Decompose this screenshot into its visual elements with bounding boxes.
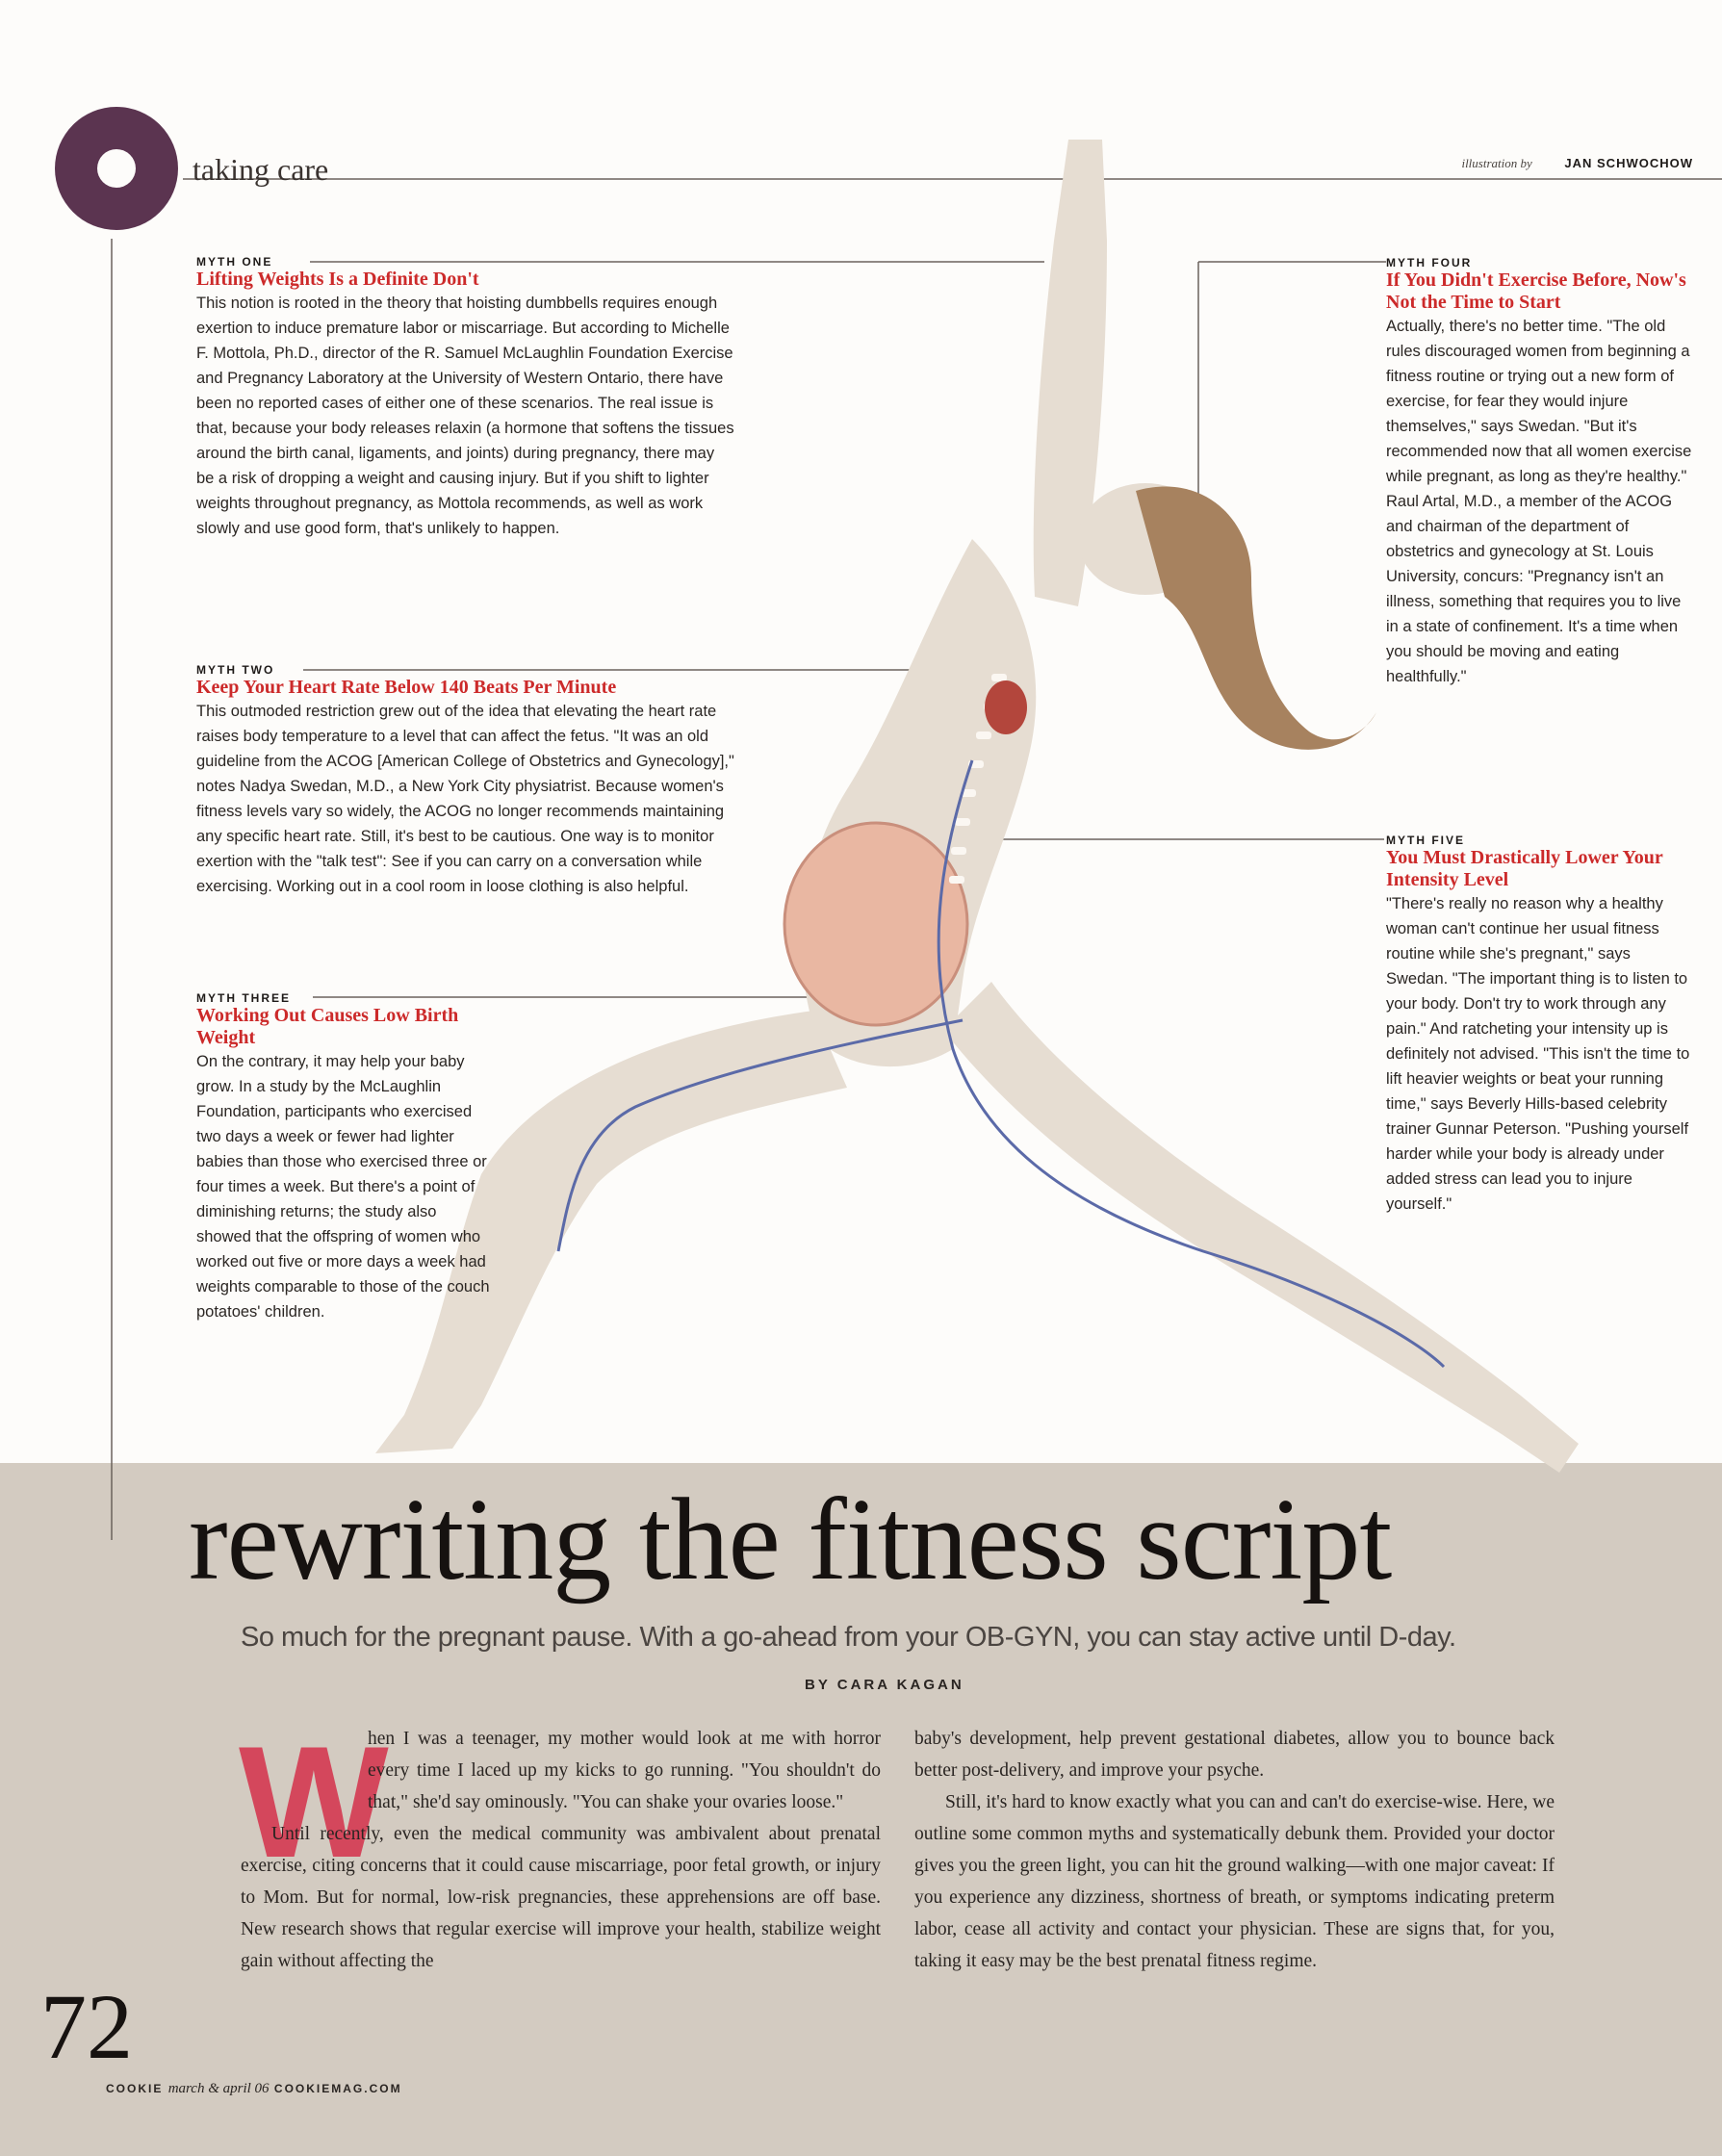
myth-one-title: Lifting Weights Is a Definite Don't — [196, 269, 479, 290]
myth-two-body: This outmoded restriction grew out of the idea that elevating the heart rate raises body temperature to a level that can affect the fetus. "It was an old guideline from the ACOG [American College of Obstetrics and Gynecology]," notes Nadya Swedan, M.D., a New York City physiatrist. Because women's fitness levels vary so widely, the ACOG no longer recommends maintaining any specific heart rate. Still, it's best to be cautious. One way is to monitor exertion with the "talk test": See if you can carry on a conversation while exercising. Working out in a cool room in loose clothing is also helpful. — [196, 703, 734, 895]
myth-four — [1386, 256, 1694, 689]
col1-paragraph-2: Until recently, even the medical community was ambivalent about prenatal exercise, citing concerns that it could cause miscarriage, poor fetal growth, or injury to Mom. But for normal, low-risk pregnancies, these apprehensions are off base. New research shows that regular exercise will improve your health, stabilize weight gain without affecting the — [241, 1824, 881, 1971]
article-dek: So much for the pregnant pause. With a go-ahead from your OB-GYN, you can stay active until D-day. — [241, 1622, 1456, 1653]
section-label: taking care — [193, 152, 329, 187]
myth-four-body: Actually, there's no better time. "The old rules discouraged women from beginning a fitness routine or trying out a new form of exercise, for fear they would injure themselves," says Swedan. "But it's recommended now that all women exercise while pregnant, as long as they're healthy." Raul Artal, M.D., a member of the ACOG and chairman of the department of obstetrics and gynecology at St. Louis University, concurs: "Pregnancy isn't an illness, something that requires you to live in a state of confinement. It's a time when you should be moving and eating healthfully." — [1386, 318, 1692, 685]
article-title: rewriting the fitness script — [189, 1475, 1392, 1604]
magazine-footer — [106, 2081, 402, 2097]
illustration-credit — [1461, 156, 1693, 171]
drop-cap: W — [239, 1713, 389, 1890]
footer-issue: march & april 06 — [167, 2081, 270, 2096]
myth-one-body: This notion is rooted in the theory that hoisting dumbbells requires enough exertion to induce premature labor or miscarriage. But according to Michelle F. Mottola, Ph.D., director of the R. Samuel McLaughlin Foundation Exercise and Pregnancy Laboratory at the University of Western Ontario, there have been no reported cases of either one of these scenarios. The real issue is that, because your body releases relaxin (a hormone that softens the tissues around the birth canal, ligaments, and joints) during pregnancy, there may be a risk of dropping a weight and causing injury. But if you shift to lighter weights throughout pregnancy, as Mottola recommends, as well as work slowly and use good form, that's unlikely to happen. — [196, 295, 734, 537]
myth-five-number: MYTH FIVE — [1386, 834, 1466, 847]
myth-two-title: Keep Your Heart Rate Below 140 Beats Per Minute — [196, 677, 617, 698]
myth-three-title: Working Out Causes Low Birth Weight — [196, 1005, 459, 1048]
body-column-2 — [914, 1723, 1555, 1977]
footer-site: COOKIEMAG.COM — [273, 2082, 402, 2095]
col1-paragraph-1: hen I was a teenager, my mother would look at me with horror every time I laced up my kicks to go running. "You shouldn't do that," she'd say ominously. "You can shake your ovaries loose." — [368, 1729, 881, 1812]
body-column-1 — [239, 1713, 881, 1977]
myth-two-number: MYTH TWO — [196, 663, 275, 677]
myth-five — [1386, 834, 1694, 1217]
footer-magazine: COOKIE — [106, 2082, 164, 2095]
myth-three-body: On the contrary, it may help your baby grow. In a study by the McLaughlin Foundation, participants who exercised two days a week or fewer had lighter babies than those who exercised three or four times a week. But there's a point of diminishing returns; the study also showed that the offspring of women who worked out five or more days a week had weights comparable to those of the couch potatoes' children. — [196, 1053, 490, 1321]
myth-five-title: You Must Drastically Lower Your Intensity Level — [1386, 847, 1663, 890]
myth-one-number: MYTH ONE — [196, 255, 273, 269]
myth-three — [196, 991, 495, 1324]
myth-three-number: MYTH THREE — [196, 991, 291, 1005]
col2-paragraph-2: Still, it's hard to know exactly what you can and can't do exercise-wise. Here, we outline some common myths and systematically debunk them. Provided your doctor gives you the green light, you can hit the ground walking—with one major caveat: If you experience any dizziness, shortness of breath, or symptoms indicating preterm labor, cease all activity and contact your physician. These are signs that, for you, taking it easy may be the best prenatal fitness regime. — [914, 1792, 1555, 1971]
myth-four-title: If You Didn't Exercise Before, Now's Not the Time to Start — [1386, 270, 1686, 313]
credit-name: JAN SCHWOCHOW — [1564, 156, 1693, 170]
credit-prefix: illustration by — [1461, 156, 1532, 170]
section-mark-circle — [55, 107, 178, 230]
myth-two — [196, 663, 735, 899]
myth-five-body: "There's really no reason why a healthy woman can't continue her usual fitness routine while she's pregnant," says Swedan. "The important thing is to listen to your body. Don't try to work through any pain." And ratcheting your intensity up is definitely not advised. "This isn't the time to lift heavier weights or beat your running time," says Beverly Hills-based celebrity trainer Gunnar Peterson. "Pushing yourself harder while your body is already under added stress can lead you to injure yourself." — [1386, 895, 1690, 1213]
page-number: 72 — [40, 1975, 133, 2078]
article-byline: BY CARA KAGAN — [805, 1677, 964, 1693]
myth-one — [196, 255, 735, 541]
col2-paragraph-1: baby's development, help prevent gestational diabetes, allow you to bounce back better post-delivery, and improve your psyche. — [914, 1729, 1555, 1781]
myth-four-number: MYTH FOUR — [1386, 256, 1473, 270]
